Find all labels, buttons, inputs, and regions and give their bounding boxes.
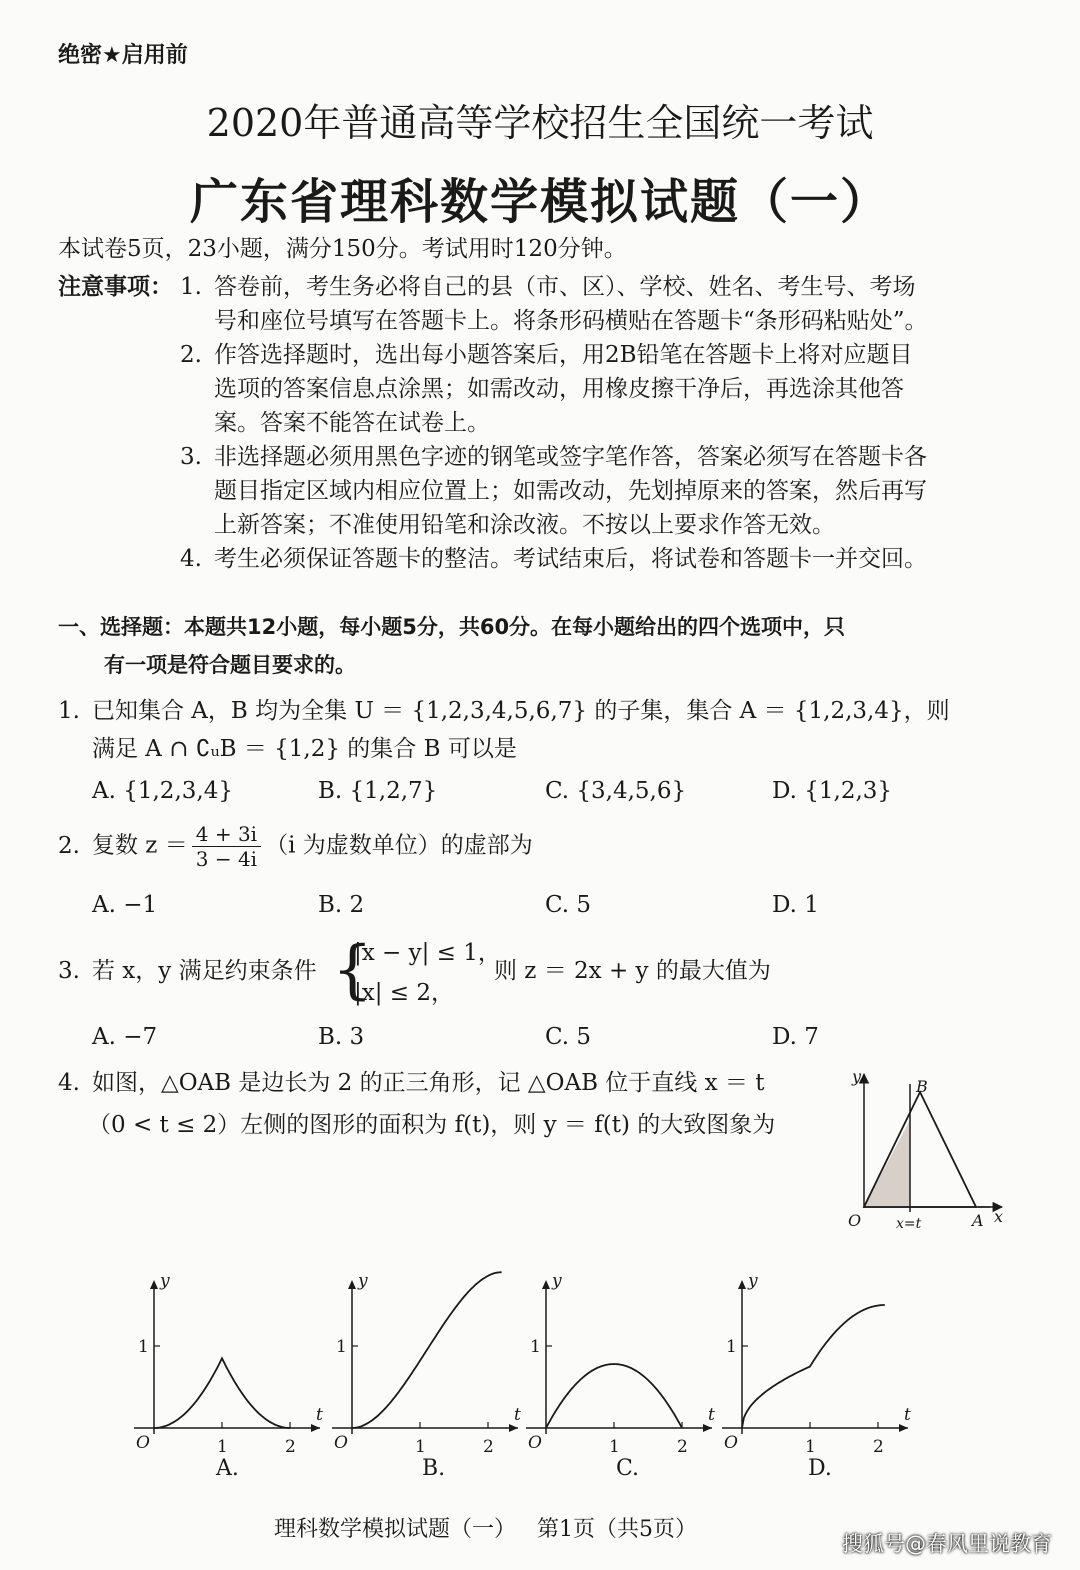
page-title: 广东省理科数学模拟试题（一） <box>189 174 890 230</box>
function-curve <box>154 1358 290 1428</box>
question-text: （0 < t ≤ 2）左侧的图形的面积为 f(t)，则 y ＝ f(t) 的大致图象为 <box>88 1112 776 1138</box>
y-label: y <box>358 1271 368 1291</box>
y-arrow-icon <box>542 1280 550 1289</box>
y-label: y <box>552 1271 562 1291</box>
fraction-denominator: 3 − 4i <box>195 847 258 871</box>
notice-text: 非选择题必须用黑色字迹的钢笔或签字笔作答，答案必须写在答题卡各 <box>214 444 927 470</box>
graph-label-c: C. <box>616 1456 640 1481</box>
notice-text: 答卷前，考生务必将自己的县（市、区）、学校、姓名、考生号、考场 <box>214 274 916 300</box>
origin-label: O <box>334 1433 348 1453</box>
function-curve <box>546 1364 682 1428</box>
graph-c <box>512 1268 732 1468</box>
notice-text: 考生必须保证答题卡的整洁。考试结束后，将试卷和答题卡一并交回。 <box>214 546 927 572</box>
option-b: B. {1,2,7} <box>318 778 438 804</box>
section-heading: 一、选择题：本题共12小题，每小题5分，共60分。在每小题给出的四个选项中，只 <box>58 615 846 639</box>
notice-number: 1. <box>180 274 202 300</box>
notice-text: 号和座位号填写在答题卡上。将条形码横贴在答题卡“条形码粘贴处”。 <box>214 308 928 334</box>
fraction <box>192 822 261 871</box>
option-d: D. 7 <box>772 1024 819 1050</box>
y-label: y <box>160 1271 170 1291</box>
x-tick-1-label: 1 <box>217 1437 228 1457</box>
notice-label: 注意事项： <box>58 274 173 300</box>
question-3 <box>58 954 317 988</box>
graph-label-b: B. <box>422 1456 446 1481</box>
y-tick-1-label: 1 <box>530 1337 541 1357</box>
vertex-a-label: A <box>972 1211 984 1230</box>
constraint: |x| ≤ 2， <box>354 980 454 1006</box>
y-arrow-icon <box>150 1280 158 1289</box>
brace-icon: { <box>332 933 373 1007</box>
notice-number: 2. <box>180 342 202 368</box>
option-a: A. −7 <box>92 1024 158 1050</box>
t-label: t <box>904 1405 911 1425</box>
x-arrow-icon <box>899 1424 908 1432</box>
option-a: A. {1,2,3,4} <box>92 778 233 804</box>
question-2 <box>58 822 533 871</box>
question-text: （i 为虚数单位）的虚部为 <box>265 832 533 859</box>
t-label: t <box>514 1405 521 1425</box>
constraint: |x − y| ≤ 1， <box>354 940 501 966</box>
x-tick-1-label: 1 <box>415 1437 426 1457</box>
notice-text: 案。答案不能答在试卷上。 <box>214 410 490 436</box>
function-curve <box>742 1305 885 1428</box>
question-number: 1. <box>58 698 80 724</box>
notice-text: 题目指定区域内相应位置上；如需改动，先划掉原来的答案，然后再写 <box>214 478 927 504</box>
vertex-b-label: B <box>916 1077 928 1096</box>
section-heading: 有一项是符合题目要求的。 <box>104 653 356 677</box>
question-4 <box>58 1066 764 1100</box>
y-arrow-icon <box>738 1280 746 1289</box>
notice-item <box>180 542 927 576</box>
y-arrow-icon <box>348 1280 356 1289</box>
option-a: A. −1 <box>92 892 158 918</box>
x-label: x <box>994 1207 1004 1226</box>
option-d: D. {1,2,3} <box>772 778 893 804</box>
option-d: D. 1 <box>772 892 819 918</box>
question-text: 满足 A ∩ ∁ᵤB ＝ {1,2} 的集合 B 可以是 <box>92 736 517 762</box>
x-tick-2-label: 2 <box>677 1437 688 1457</box>
fraction-numerator: 4 + 3i <box>192 822 261 847</box>
option-c: C. {3,4,5,6} <box>545 778 687 804</box>
x-tick-2-label: 2 <box>285 1437 296 1457</box>
question-number: 4. <box>58 1070 80 1096</box>
origin-label: O <box>848 1211 862 1230</box>
y-tick-1-label: 1 <box>138 1337 149 1357</box>
option-b: B. 3 <box>318 1024 365 1050</box>
question-number: 2. <box>58 832 80 859</box>
notice-item <box>180 338 913 372</box>
question-1 <box>58 694 950 728</box>
y-tick-1-label: 1 <box>726 1337 737 1357</box>
watermark: 搜狐号@春风里说教育 <box>842 1532 1052 1556</box>
t-label: t <box>316 1405 323 1425</box>
question-number: 3. <box>58 958 80 984</box>
origin-label: O <box>136 1433 150 1453</box>
graph-a <box>120 1268 340 1468</box>
notice-number: 3. <box>180 444 202 470</box>
x-tick-1-label: 1 <box>609 1437 620 1457</box>
x-tick-2-label: 2 <box>873 1437 884 1457</box>
secret-label: 绝密★启用前 <box>58 43 188 68</box>
exam-title: 2020年普通高等学校招生全国统一考试 <box>206 101 874 145</box>
question-text: 已知集合 A，B 均为全集 U ＝ {1,2,3,4,5,6,7} 的子集，集合 A ＝ {1,2,3,4}，则 <box>92 698 950 724</box>
notice-text: 选项的答案信息点涂黑；如需改动，用橡皮擦干净后，再选涂其他答 <box>214 376 904 402</box>
origin-label: O <box>724 1433 738 1453</box>
graph-d <box>708 1268 928 1468</box>
question-text: 若 x，y 满足约束条件 <box>92 958 317 984</box>
question-text: 复数 z ＝ <box>92 832 188 859</box>
question-text: 则 z ＝ 2x + y 的最大值为 <box>494 958 771 984</box>
option-c: C. 5 <box>545 892 592 918</box>
origin-label: O <box>528 1433 542 1453</box>
notice-item <box>180 270 916 304</box>
notice-number: 4. <box>180 546 202 572</box>
xt-label: x=t <box>896 1216 922 1232</box>
t-label: t <box>708 1405 715 1425</box>
option-c: C. 5 <box>545 1024 592 1050</box>
y-label: y <box>748 1271 758 1291</box>
page-footer: 理科数学模拟试题（一） 第1页（共5页） <box>274 1517 697 1542</box>
option-b: B. 2 <box>318 892 365 918</box>
exam-summary: 本试卷5页，23小题，满分150分。考试用时120分钟。 <box>58 236 627 262</box>
graph-label-d: D. <box>808 1456 832 1481</box>
notice-item <box>180 440 927 474</box>
y-tick-1-label: 1 <box>336 1337 347 1357</box>
graph-label-a: A. <box>216 1456 239 1481</box>
function-curve <box>352 1272 502 1428</box>
x-tick-1-label: 1 <box>805 1437 816 1457</box>
question-text: 如图，△OAB 是边长为 2 的正三角形，记 △OAB 位于直线 x ＝ t <box>92 1070 765 1096</box>
x-tick-2-label: 2 <box>483 1437 494 1457</box>
notice-text: 上新答案；不准使用铅笔和涂改液。不按以上要求作答无效。 <box>214 512 835 538</box>
graph-b <box>318 1268 538 1468</box>
notice-text: 作答选择题时，选出每小题答案后，用2B铅笔在答题卡上将对应题目 <box>214 342 913 368</box>
triangle-figure <box>840 1062 1020 1242</box>
y-label: y <box>852 1067 862 1086</box>
